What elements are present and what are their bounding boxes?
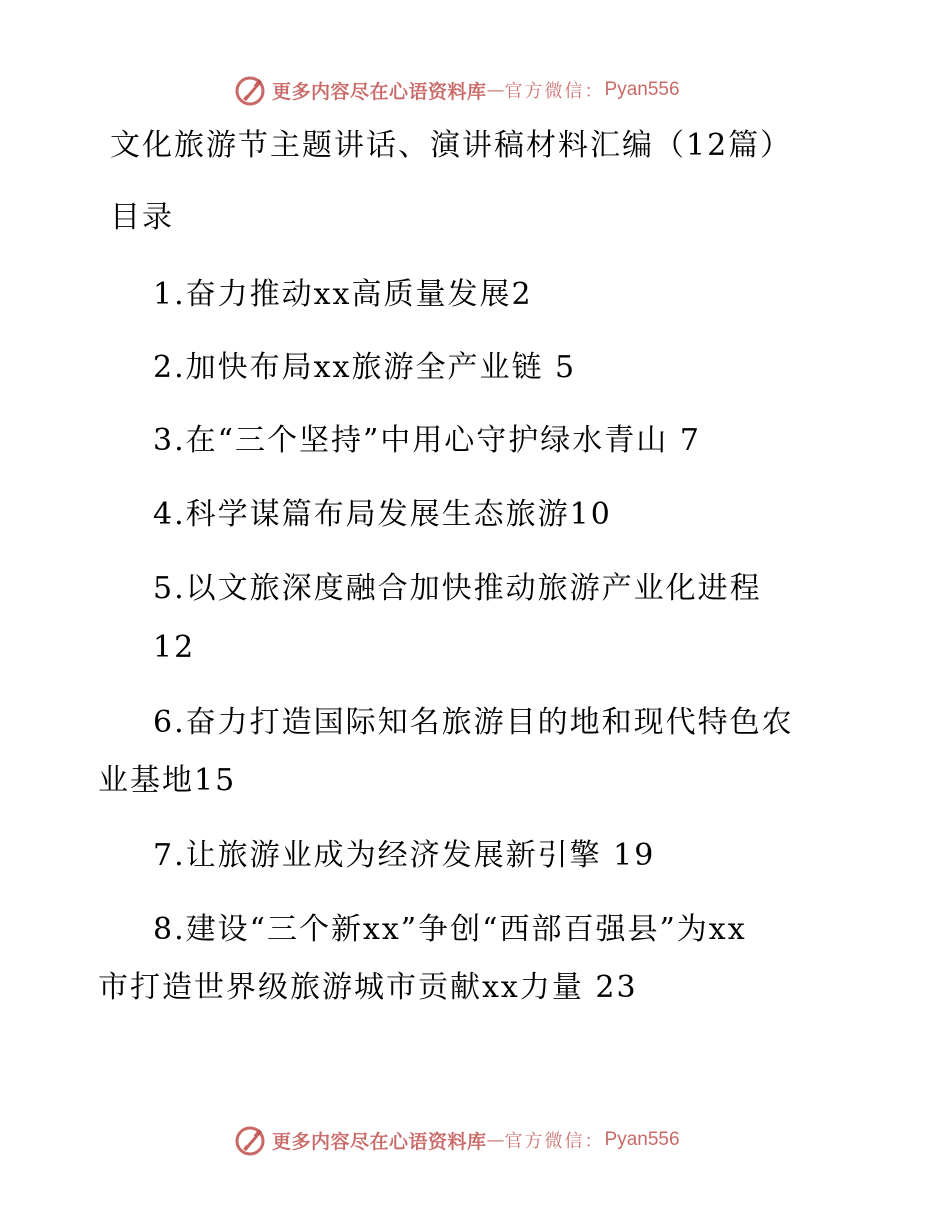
toc-entry-5[interactable]: 5.以文旅深度融合加快推动旅游产业化进程 bbox=[153, 571, 762, 606]
toc-heading: 目录 bbox=[110, 200, 174, 235]
toc-entry-7[interactable]: 7.让旅游业成为经济发展新引擎 19 bbox=[153, 838, 656, 873]
toc-entry-1[interactable]: 1.奋力推动xx高质量发展2 bbox=[153, 277, 533, 312]
toc-entry-2[interactable]: 2.加快布局xx旅游全产业链 5 bbox=[153, 350, 577, 385]
document-title: 文化旅游节主题讲话、演讲稿材料汇编（12篇） bbox=[110, 128, 793, 163]
watermark-brand: 更多内容尽在心语资料库 bbox=[272, 1130, 487, 1153]
watermark-label: 官方微信： bbox=[504, 1131, 605, 1152]
footer-watermark bbox=[234, 1122, 680, 1158]
toc-entry-8-continuation[interactable]: 市打造世界级旅游城市贡献xx力量 23 bbox=[98, 970, 638, 1005]
watermark-separator: — bbox=[486, 1129, 505, 1151]
quill-logo-icon bbox=[234, 1123, 268, 1157]
watermark-label: 官方微信： bbox=[504, 81, 605, 102]
quill-logo-icon bbox=[234, 73, 268, 107]
header-watermark bbox=[234, 72, 680, 108]
watermark-brand: 更多内容尽在心语资料库 bbox=[272, 80, 487, 103]
watermark-id: Pyan556 bbox=[604, 79, 680, 100]
toc-entry-6-continuation[interactable]: 业基地15 bbox=[98, 763, 237, 798]
toc-entry-4[interactable]: 4.科学谋篇布局发展生态旅游10 bbox=[153, 497, 612, 532]
toc-entry-3[interactable]: 3.在“三个坚持”中用心守护绿水青山 7 bbox=[153, 423, 701, 458]
toc-entry-8[interactable]: 8.建设“三个新xx”争创“西部百强县”为xx bbox=[153, 912, 747, 947]
toc-entry-6[interactable]: 6.奋力打造国际知名旅游目的地和现代特色农 bbox=[153, 705, 794, 740]
watermark-separator: — bbox=[486, 79, 505, 101]
watermark-id: Pyan556 bbox=[604, 1129, 680, 1150]
toc-entry-5-continuation[interactable]: 12 bbox=[153, 630, 196, 665]
